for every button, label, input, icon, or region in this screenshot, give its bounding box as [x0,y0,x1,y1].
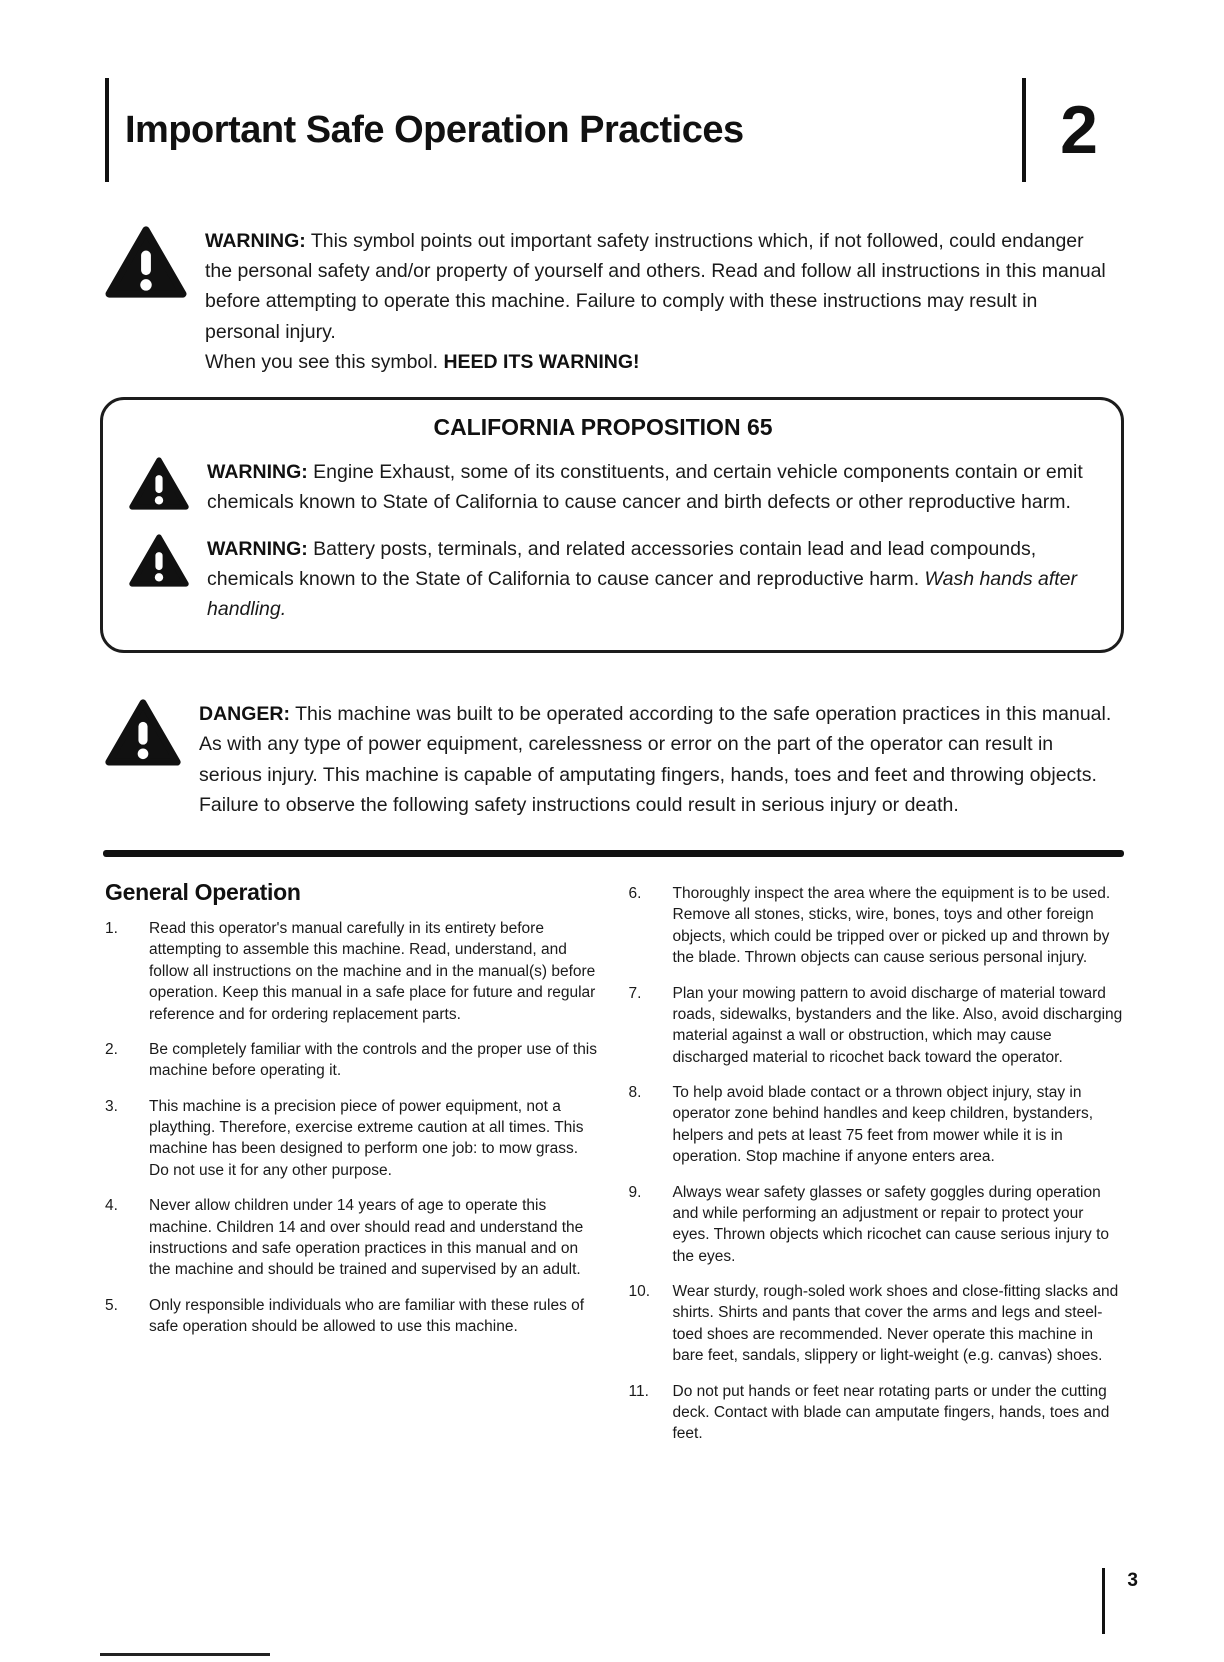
list-item [629,1281,1125,1367]
bottom-left-line [100,1653,270,1656]
prop65-warning-1 [129,457,1087,517]
list-item [105,1039,601,1082]
list-item [105,1195,601,1281]
page-header [105,78,1124,182]
list-text: Only responsible individuals who are familiar with these rules of safe operation should be allowed to use this machine. [149,1296,585,1336]
list-number: 7. [628,984,642,1002]
list-text: Be completely familiar with the controls and the proper use of this machine before operating it. [149,1040,598,1080]
list-number: 5. [105,1296,118,1314]
page-title-block [105,78,744,182]
top-warning-text [205,226,1114,377]
warning-label: WARNING: [207,537,308,560]
list-item [105,918,601,1025]
warning-triangle-icon [129,534,189,592]
list-text: Thoroughly inspect the area where the equipment is to be used. Remove all stones, sticks, wire, bones, toys and other foreign objects, which could be tripped over or picked up and thrown by the blade. Thrown objects can cause serious personal injury. [672,885,1111,967]
warning-triangle-icon [129,457,189,515]
prop65-box [100,397,1124,653]
danger-label: DANGER: [199,703,290,726]
list-text: Never allow children under 14 years of age to operate this machine. Children 14 and over should read and understand the instructions and safe operation practices in this manual and on the machine and should be trained and supervised by an adult. [149,1197,584,1279]
list-number: 11. [628,1382,649,1400]
warning-label: WARNING: [207,461,308,484]
list-item [629,1082,1125,1168]
prop65-warning-1-text: WARNING: Engine Exhaust, some of its constituents, and certain vehicle components contain or emit chemicals known to State of California to cause cancer and birth defects or other reproductive harm. [207,461,1083,514]
warning-triangle-icon [105,226,187,303]
list-number: 4. [105,1197,118,1215]
manual-page [0,78,1224,1662]
list-number: 9. [628,1183,642,1201]
prop65-title: CALIFORNIA PROPOSITION 65 [433,414,773,441]
page-title: Important Safe Operation Practices [125,108,744,151]
list-text: Do not put hands or feet near rotating parts or under the cutting deck. Contact with blade can amputate fingers, hands, toes and feet. [672,1382,1110,1443]
top-warning-line2: When you see this symbol. HEED ITS WARNING! [205,350,640,373]
top-warning-paragraph: WARNING: This symbol points out important safety instructions which, if not followed, could endanger the personal safety and/or property of yourself and others. Read and follow all instructions in this manual before attempting to operate this machine. Failure to comply with these instructions may result in personal injury. [205,230,1106,343]
section-divider [103,850,1124,857]
list-item [105,1096,601,1182]
list-text: This machine is a precision piece of power equipment, not a plaything. Therefore, exercise extreme caution at all times. This machine has been designed to perform one job: to mow grass. Do not use it for any other purpose. [149,1097,584,1179]
prop65-warning-2 [129,534,1087,625]
danger-block [105,699,1114,820]
list-item [629,1381,1125,1445]
danger-text: DANGER: This machine was built to be operated according to the safe operation practices in this manual. As with any type of power equipment, carelessness or error on the part of the operator can result in serious injury. This machine is capable of amputating fingers, hands, toes and feet and throwing objects. Failure to observe the following safety instructions could result in serious injury or death. [199,703,1112,816]
list-item [105,1295,601,1338]
list-text: Wear sturdy, rough-soled work shoes and close-fitting slacks and shirts. Shirts and pants that cover the arms and legs and steel-toed shoes are recommended. Never operate this machine in bare feet, sandals, slippery or light-weight (e.g. canvas) shoes. [672,1283,1119,1365]
warning-triangle-icon [105,699,181,771]
warning-label: WARNING: [205,230,306,252]
general-operation-section [105,879,1124,1459]
page-footer [1102,1568,1138,1634]
list-number: 3. [105,1097,118,1115]
top-warning-block [105,226,1114,377]
list-number: 6. [628,885,642,903]
left-column [105,879,601,1459]
list-item [629,983,1125,1069]
list-number: 8. [628,1084,642,1102]
section-heading: General Operation [105,879,301,906]
list-number: 10. [628,1283,651,1301]
list-item [629,883,1125,969]
list-number: 1. [105,920,118,938]
list-text: To help avoid blade contact or a thrown object injury, stay in operator zone behind handles and keep children, bystanders, helpers and pets at least 75 feet from mower while it is in operation. Stop machine if anyone enters area. [672,1084,1094,1166]
right-column [629,879,1125,1459]
chapter-number-block [1022,78,1124,182]
list-text: Always wear safety glasses or safety goggles during operation and while performing an adjustment or repair to protect your eyes. Thrown objects which ricochet can cause serious injury to the eyes. [672,1183,1110,1265]
list-item [629,1182,1125,1268]
list-number: 2. [105,1040,118,1058]
page-number: 3 [1127,1570,1138,1591]
prop65-warning-2-text: WARNING: Battery posts, terminals, and related accessories contain lead and lead compounds, chemicals known to the State of California to cause cancer and reproductive harm. Wash hands after handling. [207,537,1078,620]
footer-divider-bar [1102,1568,1105,1634]
list-text: Read this operator's manual carefully in its entirety before attempting to assemble this machine. Read, understand, and follow all instructions on the machine and in the manual(s) before operation. Keep this manual in a safe place for future and regular reference and for ordering replacement parts. [149,920,596,1023]
chapter-number: 2 [1060,92,1098,168]
list-text: Plan your mowing pattern to avoid discharge of material toward roads, sidewalks, bystanders and the like. Also, avoid discharging material against a wall or obstruction, which may cause discharged material to ricochet back toward the operator. [672,984,1123,1066]
italic-note: Wash hands after handling. [207,567,1078,620]
